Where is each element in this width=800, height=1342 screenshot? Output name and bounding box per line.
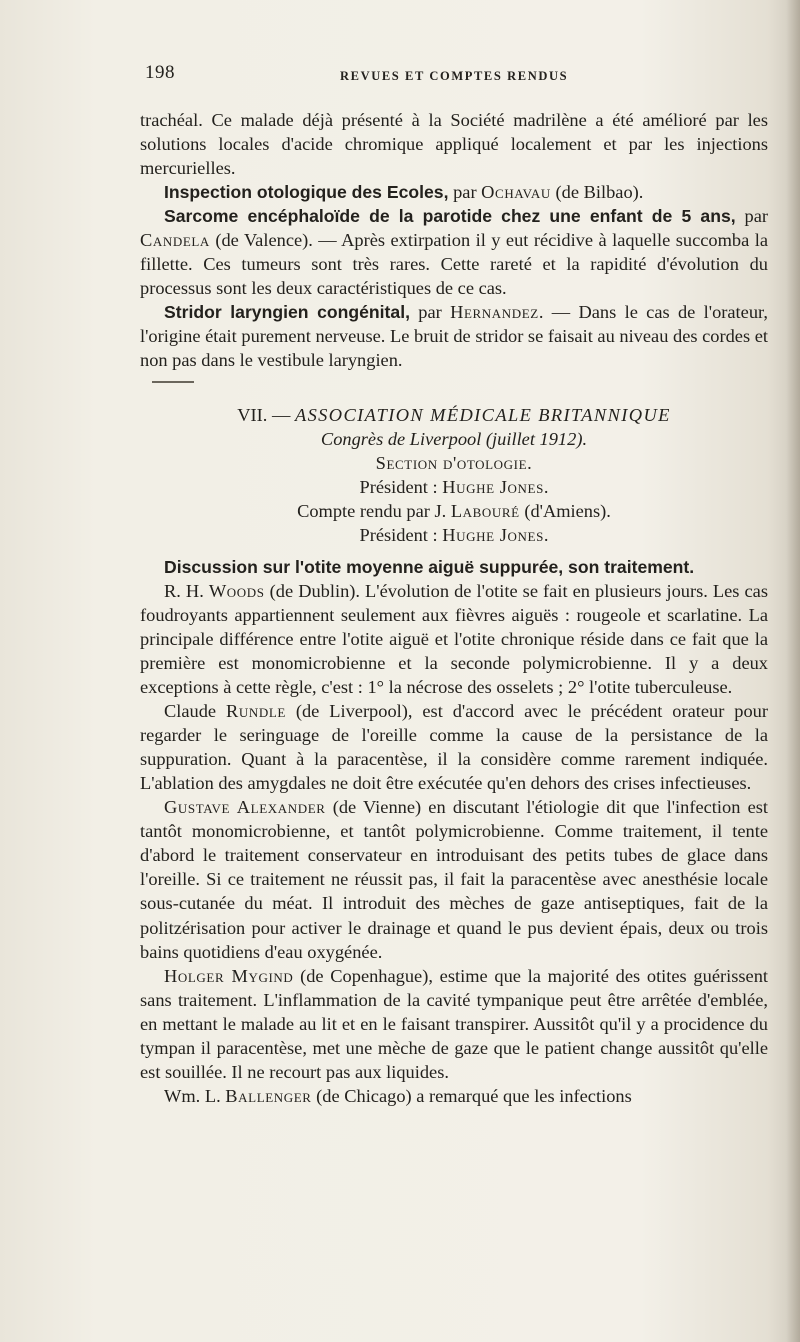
paper-title: Sarcome encéphaloïde de la parotide chez une enfant de 5 ans, [164, 206, 736, 227]
author-name: Holger Mygind [164, 965, 294, 986]
author-name: Ochavau [481, 182, 551, 203]
author-name: Gustave Alexander [164, 797, 326, 818]
author-name: Candela [140, 230, 210, 251]
section-name: ASSOCIATION MÉDICALE BRITANNIQUE [294, 404, 671, 425]
page-number: 198 [145, 62, 175, 83]
separator-rule [152, 381, 194, 383]
congress-line: Congrès de Liverpool (juillet 1912). [320, 428, 588, 449]
report-line: Compte rendu par J. Labouré (d'Amiens). [297, 500, 611, 521]
page-header [145, 62, 770, 92]
paragraph-rundle: Claude Rundle (de Liverpool), est d'accord avec le précédent orateur pour regarder le seringuage de l'oreille comme la cause de la persistance de la suppuration. Quant à la paracentèse, il la considère comme rarement indiquée. L'ablation des amygdales ne doit être exécutée qu'en dehors des crises infectieuses. [140, 701, 768, 794]
author-name: Rundle [226, 701, 286, 722]
subsection-heading: Section d'otologie. [375, 452, 533, 473]
president-line: Président : Hughe Jones. [359, 476, 549, 497]
running-title: REVUES ET COMPTES RENDUS [340, 69, 569, 83]
body-text [140, 108, 768, 1108]
author-name: Ballenger [225, 1085, 312, 1106]
paragraph-sarcome: Sarcome encéphaloïde de la parotide chez une enfant de 5 ans, par Candela (de Valence). — Après extirpation il y eut récidive à laquelle succomba la fillette. Ces tumeurs sont très rares. Cette rareté et la rapidité d'évolution du processus sont les deux caractéristiques de ce cas. [140, 206, 768, 299]
paragraph-inspection-ecoles: Inspection otologique des Ecoles, par Ochavau (de Bilbao). [164, 182, 644, 203]
paragraph-mygind: Holger Mygind (de Copenhague), estime que la majorité des otites guérissent sans traitement. L'inflammation de la cavité tympanique peut être arrêtée d'emblée, en mettant le malade au lit et en le faisant transpirer. Aussitôt qu'il y a procidence du tympan il paracentèse, met une mèche de gaze que le patient change aussitôt qu'elle est souillée. Il ne recourt pas aux liquides. [140, 965, 769, 1082]
section-heading: VII. — ASSOCIATION MÉDICALE BRITANNIQUE [237, 404, 671, 425]
author-name: Hernandez [450, 302, 539, 323]
paper-title: Stridor laryngien congénital, [164, 302, 410, 323]
author-name: Woods [208, 580, 265, 601]
paragraph-woods: R. H. Woods (de Dublin). L'évolution de l'otite se fait en plusieurs jours. Les cas foudroyants appartiennent seulement aux fièvres aiguës : rougeole et scarlatine. La principale différence entre l'otite aiguë et l'otite chronique réside dans ce fait que la première est monomicrobienne et la seconde polymicrobienne. Il y a deux exceptions à cette règle, c'est : 1° la nécrose des osselets ; 2° l'otite tuberculeuse. [140, 580, 768, 698]
president-line-2: Président : Hughe Jones. [359, 524, 549, 545]
paragraph-ballenger: Wm. L. Ballenger (de Chicago) a remarqué que les infections [164, 1085, 632, 1106]
paragraph-continuation: trachéal. Ce malade déjà présenté à la Société madrilène a été amélioré par les solutions locales d'acide chromique appliqué localement et par les injections mercurielles. [140, 110, 768, 179]
paragraph-stridor: Stridor laryngien congénital, par Hernandez. — Dans le cas de l'orateur, l'origine était purement nerveuse. Le bruit de stridor se faisait au niveau des cordes et non pas dans le vestibule laryngien. [140, 302, 769, 371]
discussion-heading: Discussion sur l'otite moyenne aiguë suppurée, son traitement. [164, 556, 695, 577]
paper-title: Inspection otologique des Ecoles, [164, 182, 449, 203]
page-edge-shadow [786, 0, 800, 1342]
paragraph-alexander: Gustave Alexander (de Vienne) en discutant l'étiologie dit que l'infection est tantôt monomicrobienne, et tantôt polymicrobienne. Comme traitement, il tente d'abord le traitement conservateur en introduisant des petits tubes de glace dans l'oreille. Si ce traitement ne réussit pas, il fait la paracentèse avec anesthésie locale sous-cutanée du méat. Il introduit des mèches de gaze antiseptiques, fait de la politzérisation pour activer le drainage et quand le pus devient épais, deux ou trois bains quotidiens d'eau oxygénée. [140, 797, 769, 962]
